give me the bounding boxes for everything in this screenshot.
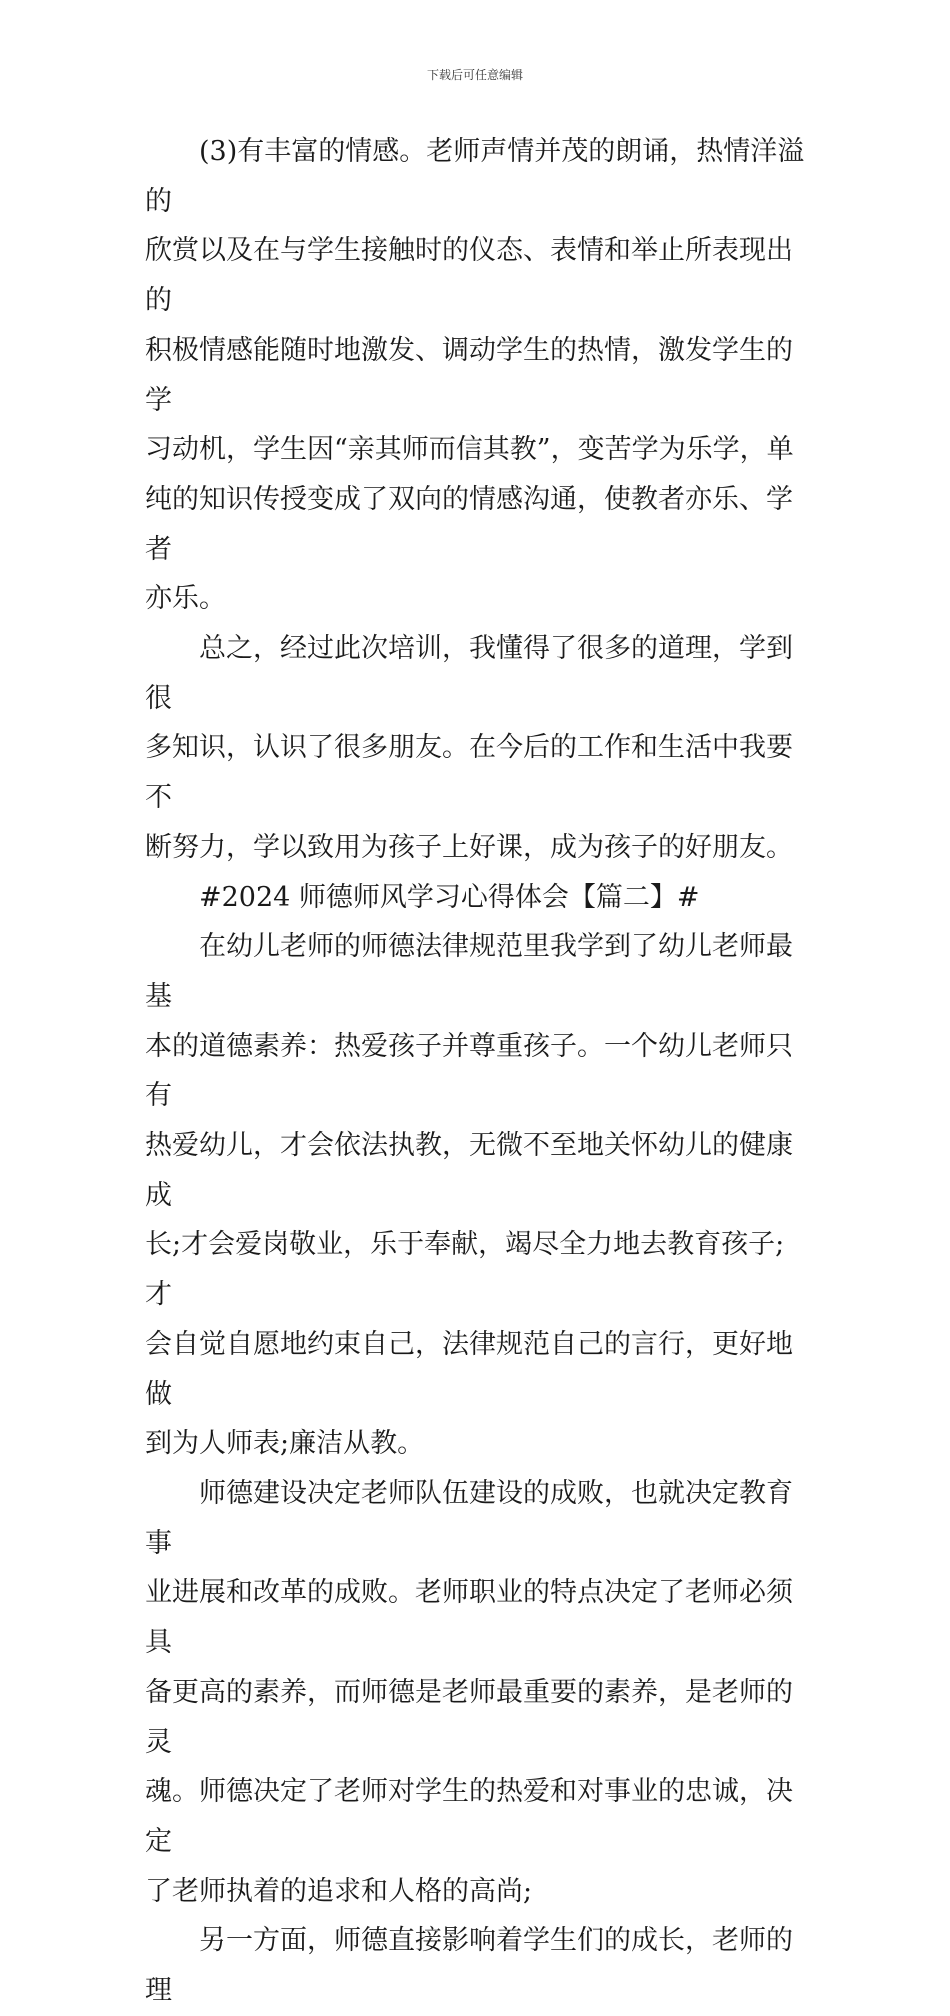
document-body <box>145 127 805 2016</box>
paragraph-emotion: (3)有丰富的情感。老师声情并茂的朗诵，热情洋溢的 欣赏以及在与学生接触时的仪态、表情和举止所表现出的 积极情感能随时地激发、调动学生的热情，激发学生的学 习动机，学生因“亲其师而信其教”，变苦学为乐学，单 纯的知识传授变成了双向的情感沟通，使教者亦乐、学者 亦乐。 <box>145 136 805 615</box>
section-heading: #2024 师德师风学习心得体会【篇二】# <box>199 881 700 913</box>
paragraph-summary: 总之，经过此次培训，我懂得了很多的道理，学到很 多知识，认识了很多朋友。在今后的工作和生活中我要不 断努力，学以致用为孩子上好课，成为孩子的好朋友。 <box>145 633 793 863</box>
paragraph-influence: 另一方面，师德直接影响着学生们的成长，老师的理 <box>145 1925 793 2007</box>
paragraph-kindergarten-ethics: 在幼儿老师的师德法律规范里我学到了幼儿老师最基 本的道德素养：热爱孩子并尊重孩子。一个幼儿老师只有 热爱幼儿，才会依法执教，无微不至地关怀幼儿的健康成 长;才会爱岗敬业，乐于奉献，竭尽全力地去教育孩子;才 会自觉自愿地约束自己，法律规范自己的言行，更好地做 到为人师表;廉洁从教。 <box>145 931 793 1460</box>
header-note: 下载后可任意编辑 <box>426 68 523 82</box>
paragraph-ethics-construction: 师德建设决定老师队伍建设的成败，也就决定教育事 业进展和改革的成败。老师职业的特点决定了老师必须具 备更高的素养，而师德是老师最重要的素养，是老师的灵 魂。师德决定了老师对学生的热爱和对事业的忠诚，决定 了老师执着的追求和人格的高尚; <box>145 1477 793 1907</box>
